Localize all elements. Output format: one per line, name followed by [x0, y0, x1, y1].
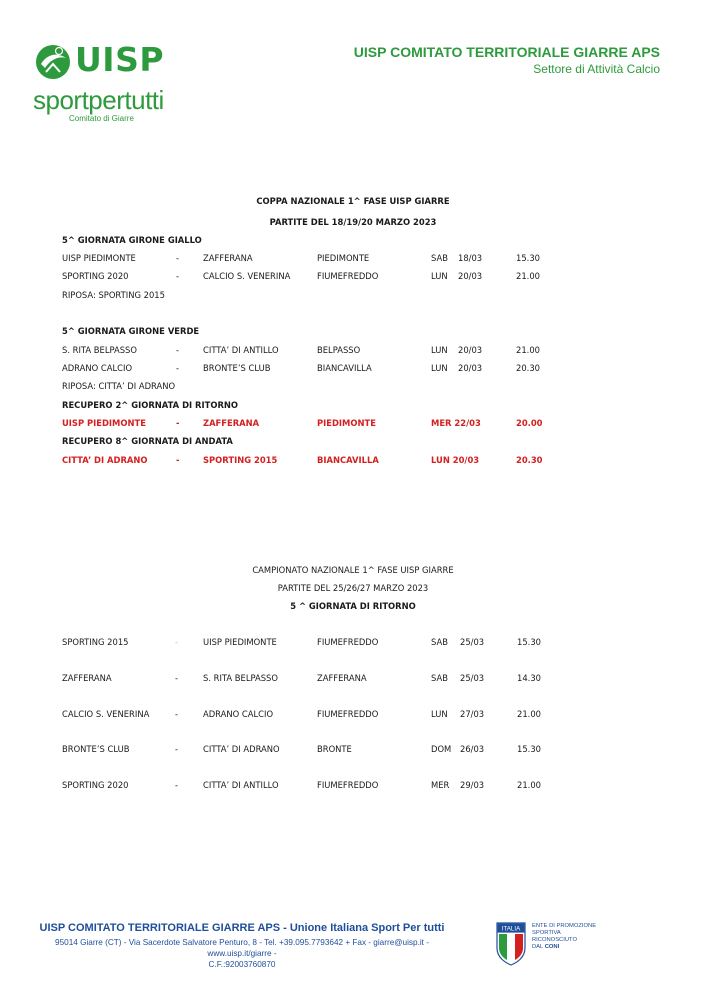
coni-dal: DAL	[532, 944, 544, 950]
match-date: 27/03	[460, 709, 485, 719]
home-team: SPORTING 2020	[62, 780, 129, 790]
coni-line: ENTE DI PROMOZIONE	[532, 923, 597, 929]
giallo-heading: 5^ GIORNATA GIRONE GIALLO	[62, 235, 202, 245]
match-day: DOM	[431, 744, 452, 754]
venue: FIUMEFREDDO	[317, 709, 379, 719]
venue: PIEDIMONTE	[317, 253, 370, 263]
footer-cf: C.F.:92003760870	[208, 960, 276, 969]
match-row	[0, 673, 706, 685]
recupero-match-row	[0, 418, 706, 430]
match-date: 25/03	[460, 673, 485, 683]
away-team: CITTA’ DI ADRANO	[203, 744, 280, 754]
match-row	[0, 709, 706, 721]
away-team: S. RITA BELPASSO	[203, 673, 278, 683]
home-team: SPORTING 2015	[62, 637, 129, 647]
venue: ZAFFERANA	[317, 673, 367, 683]
match-time: 15.30	[517, 744, 541, 754]
separator: -	[176, 253, 180, 263]
coni-badge-label: ITALIA	[501, 925, 521, 933]
away-team: ZAFFERANA	[203, 253, 253, 263]
match-day: SAB	[431, 253, 448, 263]
match-row	[0, 363, 706, 375]
match-time: 21.00	[517, 709, 541, 719]
home-team: ADRANO CALCIO	[62, 363, 133, 373]
match-daydate: MER 22/03	[431, 418, 481, 428]
home-team: CITTA’ DI ADRANO	[62, 455, 148, 465]
home-team: BRONTE’S CLUB	[62, 744, 130, 754]
home-team: UISP PIEDIMONTE	[62, 253, 136, 263]
match-time: 20.30	[516, 455, 543, 465]
giallo-riposa: RIPOSA: SPORTING 2015	[62, 290, 165, 300]
home-team: UISP PIEDIMONTE	[62, 418, 146, 428]
separator: -	[176, 363, 180, 373]
coni-text	[532, 923, 596, 951]
match-day: LUN	[431, 363, 448, 373]
away-team: ZAFFERANA	[203, 418, 260, 428]
separator: -	[176, 455, 180, 465]
match-row	[0, 253, 706, 265]
match-time: 20.30	[516, 363, 540, 373]
away-team: CALCIO S. VENERINA	[203, 271, 291, 281]
venue: BELPASSO	[317, 345, 361, 355]
match-time: 21.00	[516, 271, 540, 281]
header-title: UISP COMITATO TERRITORIALE GIARRE APS	[353, 44, 660, 60]
match-day: SAB	[431, 673, 448, 683]
separator: -	[175, 709, 179, 719]
match-row	[0, 780, 706, 792]
match-day: MER	[431, 780, 450, 790]
match-daydate: LUN 20/03	[431, 455, 480, 465]
home-team: CALCIO S. VENERINA	[62, 709, 150, 719]
verde-riposa: RIPOSA: CITTA’ DI ADRANO	[62, 381, 176, 391]
home-team: SPORTING 2020	[62, 271, 129, 281]
recupero-ritorno-heading: RECUPERO 2^ GIORNATA DI RITORNO	[62, 400, 239, 410]
match-date: 18/03	[458, 253, 483, 263]
away-team: SPORTING 2015	[203, 455, 278, 465]
match-day: LUN	[431, 271, 448, 281]
coni-line	[532, 944, 596, 951]
match-row	[0, 271, 706, 283]
verde-heading: 5^ GIORNATA GIRONE VERDE	[62, 326, 200, 336]
venue: FIUMEFREDDO	[317, 271, 379, 281]
logo-subtitle: Comitato di Giarre	[69, 114, 134, 123]
logo-brand: UISP	[75, 40, 165, 79]
coppa-title: COPPA NAZIONALE 1^ FASE UISP GIARRE	[256, 196, 450, 206]
footer	[28, 922, 456, 970]
match-time: 14.30	[517, 673, 541, 683]
uisp-runner-icon	[33, 42, 73, 82]
separator: -	[176, 345, 180, 355]
recupero-match-row	[0, 455, 706, 467]
match-row	[0, 345, 706, 357]
match-time: 21.00	[516, 345, 540, 355]
coni-name: CONI	[544, 944, 560, 950]
campionato-title: CAMPIONATO NAZIONALE 1^ FASE UISP GIARRE	[252, 565, 454, 575]
coppa-dates: PARTITE DEL 18/19/20 MARZO 2023	[269, 217, 437, 227]
match-date: 29/03	[460, 780, 485, 790]
recupero-andata-heading: RECUPERO 8^ GIORNATA DI ANDATA	[62, 436, 233, 446]
logo-tagline: sportpertutti	[33, 85, 164, 115]
match-row	[0, 637, 706, 649]
venue: BRONTE	[317, 744, 352, 754]
match-day: SAB	[431, 637, 448, 647]
separator: -	[176, 418, 180, 428]
venue: FIUMEFREDDO	[317, 637, 379, 647]
header-subtitle: Settore di Attività Calcio	[533, 62, 660, 76]
separator: -	[176, 271, 180, 281]
match-date: 20/03	[458, 345, 483, 355]
home-team: S. RITA BELPASSO	[62, 345, 137, 355]
match-date: 20/03	[458, 363, 483, 373]
away-team: BRONTE’S CLUB	[203, 363, 271, 373]
coni-line: RICONOSCIUTO	[532, 937, 577, 943]
coni-line: SPORTIVA	[532, 930, 561, 936]
match-date: 25/03	[460, 637, 485, 647]
away-team: ADRANO CALCIO	[203, 709, 274, 719]
coni-badge	[496, 922, 616, 968]
venue: PIEDIMONTE	[317, 418, 376, 428]
away-team: CITTA’ DI ANTILLO	[203, 345, 279, 355]
header-committee	[354, 44, 660, 76]
venue: BIANCAVILLA	[317, 455, 379, 465]
footer-address: 95014 Giarre (CT) - Via Sacerdote Salvatore Penturo, 8 - Tel. +39.095.7793642 + Fax - giarre@uisp.it - www.uisp.it/giarre -	[55, 938, 429, 958]
separator: -	[175, 744, 179, 754]
uisp-logo	[33, 40, 183, 130]
separator: -	[175, 673, 179, 683]
match-time: 15.30	[517, 637, 541, 647]
match-date: 20/03	[458, 271, 483, 281]
campionato-dates: PARTITE DEL 25/26/27 MARZO 2023	[277, 583, 429, 593]
match-date: 26/03	[460, 744, 485, 754]
match-day: LUN	[431, 345, 448, 355]
separator: -	[175, 637, 179, 647]
match-time: 21.00	[517, 780, 541, 790]
footer-title: UISP COMITATO TERRITORIALE GIARRE APS - Unione Italiana Sport Per tutti	[39, 922, 445, 934]
match-time: 20.00	[516, 418, 543, 428]
venue: BIANCAVILLA	[317, 363, 372, 373]
match-time: 15.30	[516, 253, 540, 263]
campionato-round: 5 ^ GIORNATA DI RITORNO	[290, 601, 416, 611]
home-team: ZAFFERANA	[62, 673, 112, 683]
italy-shield-icon	[496, 922, 526, 966]
away-team: UISP PIEDIMONTE	[203, 637, 277, 647]
venue: FIUMEFREDDO	[317, 780, 379, 790]
match-day: LUN	[431, 709, 448, 719]
away-team: CITTA’ DI ANTILLO	[203, 780, 279, 790]
separator: -	[175, 780, 179, 790]
match-row	[0, 744, 706, 756]
